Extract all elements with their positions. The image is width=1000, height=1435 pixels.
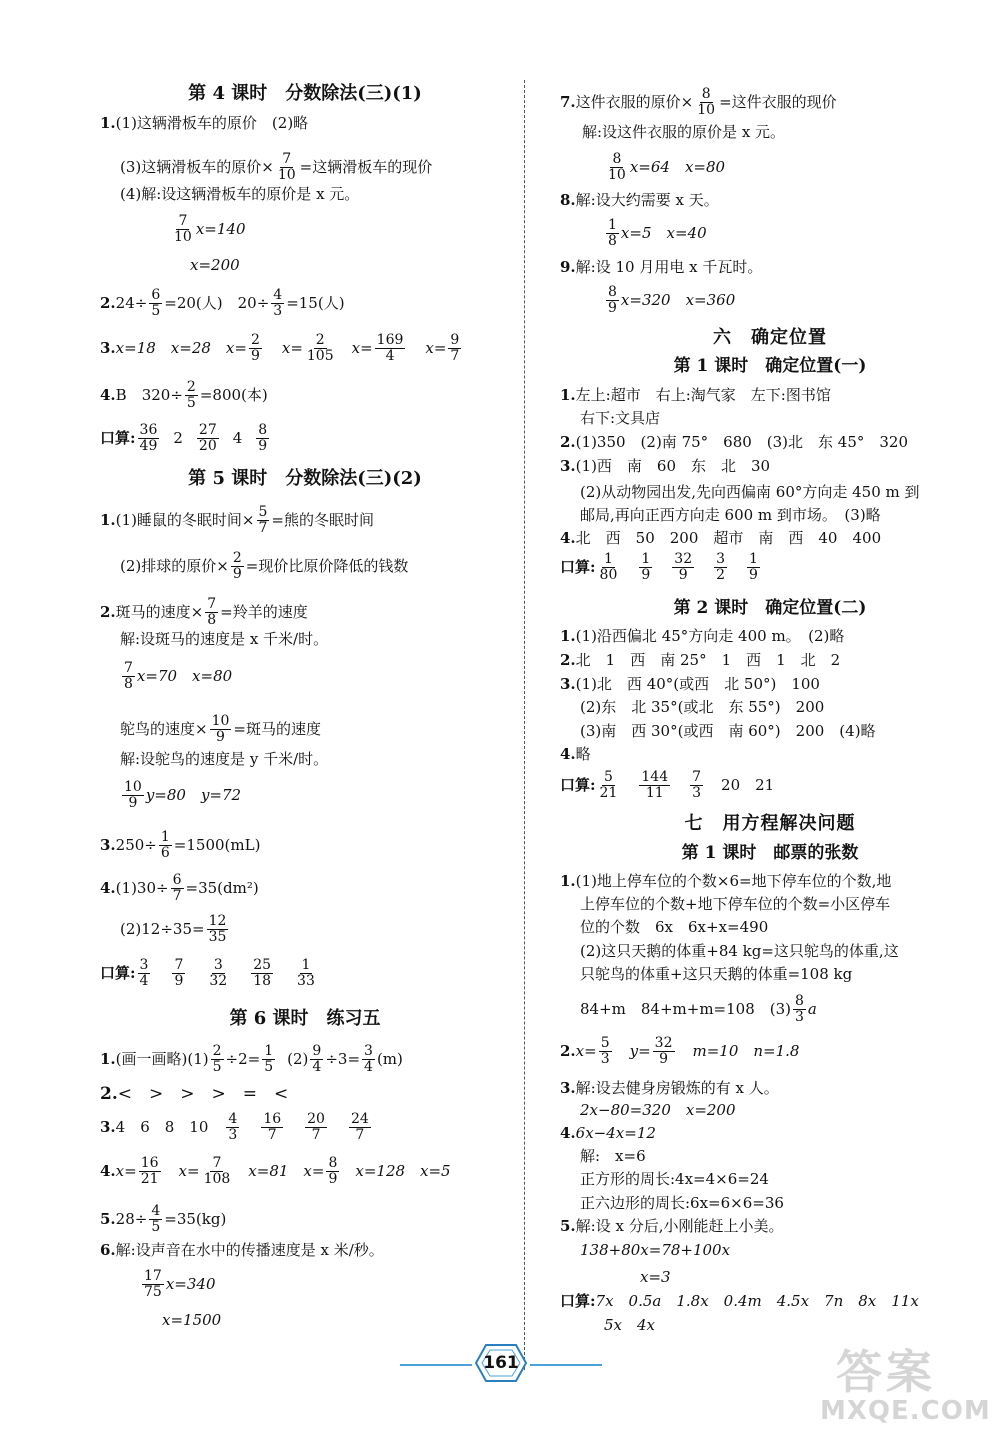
fraction: 8 3 <box>795 993 804 1025</box>
u6-q3-c: 邮局,再向正西方向走 600 m 到市场。 (3)略 <box>580 506 881 524</box>
fraction: $\frac{2}{5}$ <box>186 379 196 411</box>
u7-q1-b: 上停车位的个数+地下停车位的个数=小区停车 <box>580 895 891 913</box>
lesson-5-title: 第 5 课时 分数除法(三)(2) <box>188 468 422 489</box>
l6-q6-c: x=1500 <box>162 1311 222 1329</box>
fraction: 1 80 <box>599 551 618 583</box>
page-number: 161 <box>483 1353 519 1373</box>
l6-q2: 2. < > > > = < <box>100 1084 289 1104</box>
u6-q1-b: 右下:文具店 <box>580 409 661 427</box>
u7-q4-c: 正方形的周长:4x=4×6=24 <box>580 1170 769 1188</box>
l6-q6-a: 6. 解:设声音在水中的传播速度是 x 米/秒。 <box>100 1241 384 1259</box>
u6-p3-b: (2)东 北 35°(或北 东 55°) 200 <box>580 698 825 716</box>
r-q7-b: 解:设这件衣服的原价是 x 元。 <box>582 123 786 141</box>
unit-7-title: 七 用方程解决问题 <box>684 813 856 834</box>
fraction: $\frac{16}{21}$ <box>140 1155 159 1187</box>
fraction: $\frac{8}{10}$ <box>697 86 716 118</box>
fraction: 5 21 <box>599 769 618 801</box>
r-q8-b: 1 8 x=5 x=40 <box>608 217 707 249</box>
l4-q1-e: x=200 <box>190 256 240 274</box>
u6-q3-b: (2)从动物园出发,先向西偏南 60°方向走 450 m 到 <box>580 483 920 501</box>
fraction: $\frac{4}{3}$ <box>273 287 283 319</box>
l5-q4-a: 4. (1)30÷ $\frac{6}{7}$ =35(dm²) <box>100 872 259 904</box>
fraction: $\frac{7}{108}$ <box>203 1155 231 1187</box>
fraction: 36 49 <box>139 422 158 454</box>
fraction: 25 18 <box>253 957 272 989</box>
u7-q1-d: (2)这只天鹅的体重+84 kg=这只鸵鸟的体重,这 <box>580 942 899 960</box>
u7-q3-a: 3. 解:设去健身房锻炼的有 x 人。 <box>560 1079 779 1097</box>
l4-q4: 4. B 320÷ $\frac{2}{5}$ =800(本) <box>100 379 268 411</box>
u7-q1-c: 位的个数 6x 6x+x=490 <box>580 918 769 936</box>
fraction: 3 2 <box>716 551 726 583</box>
l5-q2-e: 解:设鸵鸟的速度是 y 千米/时。 <box>120 750 329 768</box>
l5-q2-a: 2. 斑马的速度× $\frac{7}{8}$ =羚羊的速度 <box>100 596 308 628</box>
fraction: $\frac{10}{9}$ <box>211 713 230 745</box>
l4-q3: 3. x=18 x=28 x= $\frac{2}{9}$ x= $\frac{2}{105}$ x= $\frac{169}{4}$ x= $\frac{9}{7}$ <box>100 332 460 364</box>
fraction: 20 7 <box>307 1111 325 1143</box>
u6-q1-a: 1. 左上:超市 右上:淘气家 左下:图书馆 <box>560 386 831 404</box>
fraction: $\frac{2}{9}$ <box>250 332 260 364</box>
fraction: $\frac{8}{9}$ <box>328 1155 338 1187</box>
fraction: $\frac{1}{6}$ <box>160 829 170 861</box>
l4-kousuan: 口算: 36 49 2 27 20 4 8 9 <box>100 422 268 454</box>
fraction: $\frac{3}{4}$ <box>364 1043 373 1075</box>
u7-q5-a: 5. 解:设 x 分后,小刚能赶上小美。 <box>560 1217 784 1235</box>
u7-q1-a: 1. (1)地上停车位的个数×6=地下停车位的个数,地 <box>560 872 892 890</box>
l5-q3: 3. 250÷ $\frac{1}{6}$ =1500(mL) <box>100 829 261 861</box>
unit-6-lesson-1-title: 第 1 课时 确定位置(一) <box>673 356 867 376</box>
l4-q1-a: 1. (1)这辆滑板车的原价 (2)略 <box>100 114 309 132</box>
lesson-4-title: 第 4 课时 分数除法(三)(1) <box>188 83 422 104</box>
fraction: $\frac{9}{4}$ <box>312 1043 322 1075</box>
fraction: 8 10 <box>608 151 626 183</box>
unit-6-lesson-2-title: 第 2 课时 确定位置(二) <box>673 598 867 618</box>
fraction: 144 11 <box>641 769 669 801</box>
l4-q1-c: (4)解:设这辆滑板车的原价是 x 元。 <box>120 185 360 203</box>
u6-p1: 1. (1)沿西偏北 45°方向走 400 m。 (2)略 <box>560 627 845 645</box>
r-q9-a: 9. 解:设 10 月用电 x 千瓦时。 <box>560 258 763 276</box>
watermark-logo: 答案 MXQE.COM <box>820 1345 991 1426</box>
fraction: 1 9 <box>641 551 651 583</box>
fraction: 1 9 <box>749 551 758 583</box>
fraction: 7 10 <box>174 213 192 245</box>
fraction: $\frac{7}{10}$ <box>277 151 296 183</box>
fraction: $\frac{9}{7}$ <box>450 332 460 364</box>
fraction: $\frac{169}{4}$ <box>376 332 404 364</box>
l5-kousuan: 口算: 3 4 7 9 3 32 25 18 1 33 <box>100 957 315 989</box>
fraction: 1 33 <box>297 957 315 989</box>
u6-p2: 2. 北 1 西 南 25° 1 西 1 北 2 <box>560 651 841 669</box>
u7-q5-b: 138+80x=78+100x <box>580 1241 731 1259</box>
unit-7-lesson-1-title: 第 1 课时 邮票的张数 <box>681 843 859 863</box>
fraction: $\frac{2}{5}$ <box>212 1043 222 1075</box>
u6-l2-kousuan: 口算: 5 21 144 11 7 3 20 21 <box>560 769 775 801</box>
fraction: 1 8 <box>608 217 617 249</box>
fraction: 10 9 <box>124 779 142 811</box>
lesson-6-title: 第 6 课时 练习五 <box>229 1008 381 1029</box>
l5-q2-b: 解:设斑马的速度是 x 千米/时。 <box>120 630 329 648</box>
r-q7-a: 7. 这件衣服的原价× $\frac{8}{10}$ =这件衣服的现价 <box>560 86 837 118</box>
u6-p4: 4. 略 <box>560 745 591 763</box>
r-q7-c: 8 10 x=64 x=80 <box>608 151 726 183</box>
u7-q4-a: 4. 6x−4x=12 <box>560 1124 656 1142</box>
fraction: 4 3 <box>228 1111 238 1143</box>
fraction: 24 7 <box>350 1111 369 1143</box>
u7-q5-c: x=3 <box>640 1268 671 1286</box>
fraction: 32 9 <box>674 551 693 583</box>
l5-q4-b: (2)12÷35= $\frac{12}{35}$ <box>120 913 227 945</box>
fraction: 8 9 <box>608 284 617 316</box>
fraction: $\frac{5}{7}$ <box>258 504 268 536</box>
fraction: $\frac{6}{5}$ <box>151 287 161 319</box>
r-q8-a: 8. 解:设大约需要 x 天。 <box>560 191 719 209</box>
l4-q1-b: (3)这辆滑板车的原价× $\frac{7}{10}$ =这辆滑板车的现价 <box>120 151 433 183</box>
fraction: $\frac{4}{5}$ <box>151 1203 161 1235</box>
l6-q4: 4. x= $\frac{16}{21}$ x= $\frac{7}{108}$ x=81 x= $\frac{8}{9}$ x=128 x=5 <box>100 1155 451 1187</box>
l6-q3: 3. 4 6 8 10 4 3 16 7 20 7 24 7 <box>100 1111 369 1143</box>
unit-6-title: 六 确定位置 <box>713 327 827 348</box>
fraction: $\frac{2}{9}$ <box>232 550 242 582</box>
l5-q1-a: 1. (1)睡鼠的冬眠时间× $\frac{5}{7}$ =熊的冬眠时间 <box>100 504 374 536</box>
fraction: 3 4 <box>139 957 149 989</box>
fraction: 16 7 <box>263 1111 282 1143</box>
l6-q5: 5. 28÷ $\frac{4}{5}$ =35(kg) <box>100 1203 227 1235</box>
u7-kousuan-b: 5x 4x <box>604 1316 656 1334</box>
fraction: 8 9 <box>258 422 268 454</box>
l6-q1: 1. (画一画略)(1) $\frac{2}{5}$ ÷2= $\frac{1}{5}$ (2) $\frac{9}{4}$ ÷3= $\frac{3}{4}$ (m) <box>100 1043 403 1075</box>
r-q9-b: 8 9 x=320 x=360 <box>608 284 736 316</box>
u7-q1-f: 84+m 84+m+m=108 (3) 8 3 a <box>580 993 817 1025</box>
fraction: 7 8 <box>124 660 133 692</box>
u6-p3-a: 3. (1)北 西 40°(或西 北 50°) 100 <box>560 675 820 693</box>
l4-q1-d: 7 10 x=140 <box>174 213 246 245</box>
fraction: $\frac{2}{105}$ <box>306 332 334 364</box>
fraction: 3 32 <box>209 957 228 989</box>
fraction: $\frac{7}{8}$ <box>207 596 217 628</box>
l5-q2-f: 10 9 y=80 y=72 <box>124 779 242 811</box>
u7-kousuan-a: 口算: 7x 0.5a 1.8x 0.4m 4.5x 7n 8x 11x <box>560 1292 919 1310</box>
fraction: $\frac{12}{35}$ <box>208 913 227 945</box>
fraction: $\frac{1}{5}$ <box>264 1043 274 1075</box>
page-rule-left <box>400 1364 472 1366</box>
fraction: 7 3 <box>692 769 702 801</box>
u6-q2: 2. (1)350 (2)南 75° 680 (3)北 东 45° 320 <box>560 433 909 451</box>
l4-q2: 2. 24÷ $\frac{6}{5}$ =20(人) 20÷ $\frac{4}{3}$ =15(人) <box>100 287 345 319</box>
l6-q6-b: 17 75 x=340 <box>144 1268 216 1300</box>
fraction: 17 75 <box>144 1268 162 1300</box>
u7-q4-d: 正六边形的周长:6x=6×6=36 <box>580 1194 784 1212</box>
fraction: 27 20 <box>198 422 217 454</box>
page-number-badge <box>472 1341 530 1385</box>
u7-q3-b: 2x−80=320 x=200 <box>580 1101 736 1119</box>
fraction: $\frac{5}{3}$ <box>600 1035 610 1067</box>
fraction: $\frac{32}{9}$ <box>654 1035 673 1067</box>
u7-q1-e: 只鸵鸟的体重+这只天鹅的体重=108 kg <box>580 965 853 983</box>
column-divider <box>524 80 525 1370</box>
fraction: $\frac{6}{7}$ <box>172 872 182 904</box>
u7-q2: 2. x= $\frac{5}{3}$ y= $\frac{32}{9}$ m=10 n=1.8 <box>560 1035 800 1067</box>
l5-q2-c: 7 8 x=70 x=80 <box>124 660 233 692</box>
l5-q2-d: 鸵鸟的速度× $\frac{10}{9}$ =斑马的速度 <box>120 713 321 745</box>
u6-l1-kousuan: 口算: 1 80 1 9 32 9 3 2 1 9 <box>560 551 758 583</box>
page-rule-right <box>530 1364 602 1366</box>
u6-q3-a: 3. (1)西 南 60 东 北 30 <box>560 457 771 475</box>
fraction: 7 9 <box>174 957 184 989</box>
u6-q4: 4. 北 西 50 200 超市 南 西 40 400 <box>560 529 882 547</box>
l5-q1-b: (2)排球的原价× $\frac{2}{9}$ =现价比原价降低的钱数 <box>120 550 409 582</box>
u7-q4-b: 解: x=6 <box>580 1147 646 1165</box>
u6-p3-c: (3)南 西 30°(或西 南 60°) 200 (4)略 <box>580 722 876 740</box>
